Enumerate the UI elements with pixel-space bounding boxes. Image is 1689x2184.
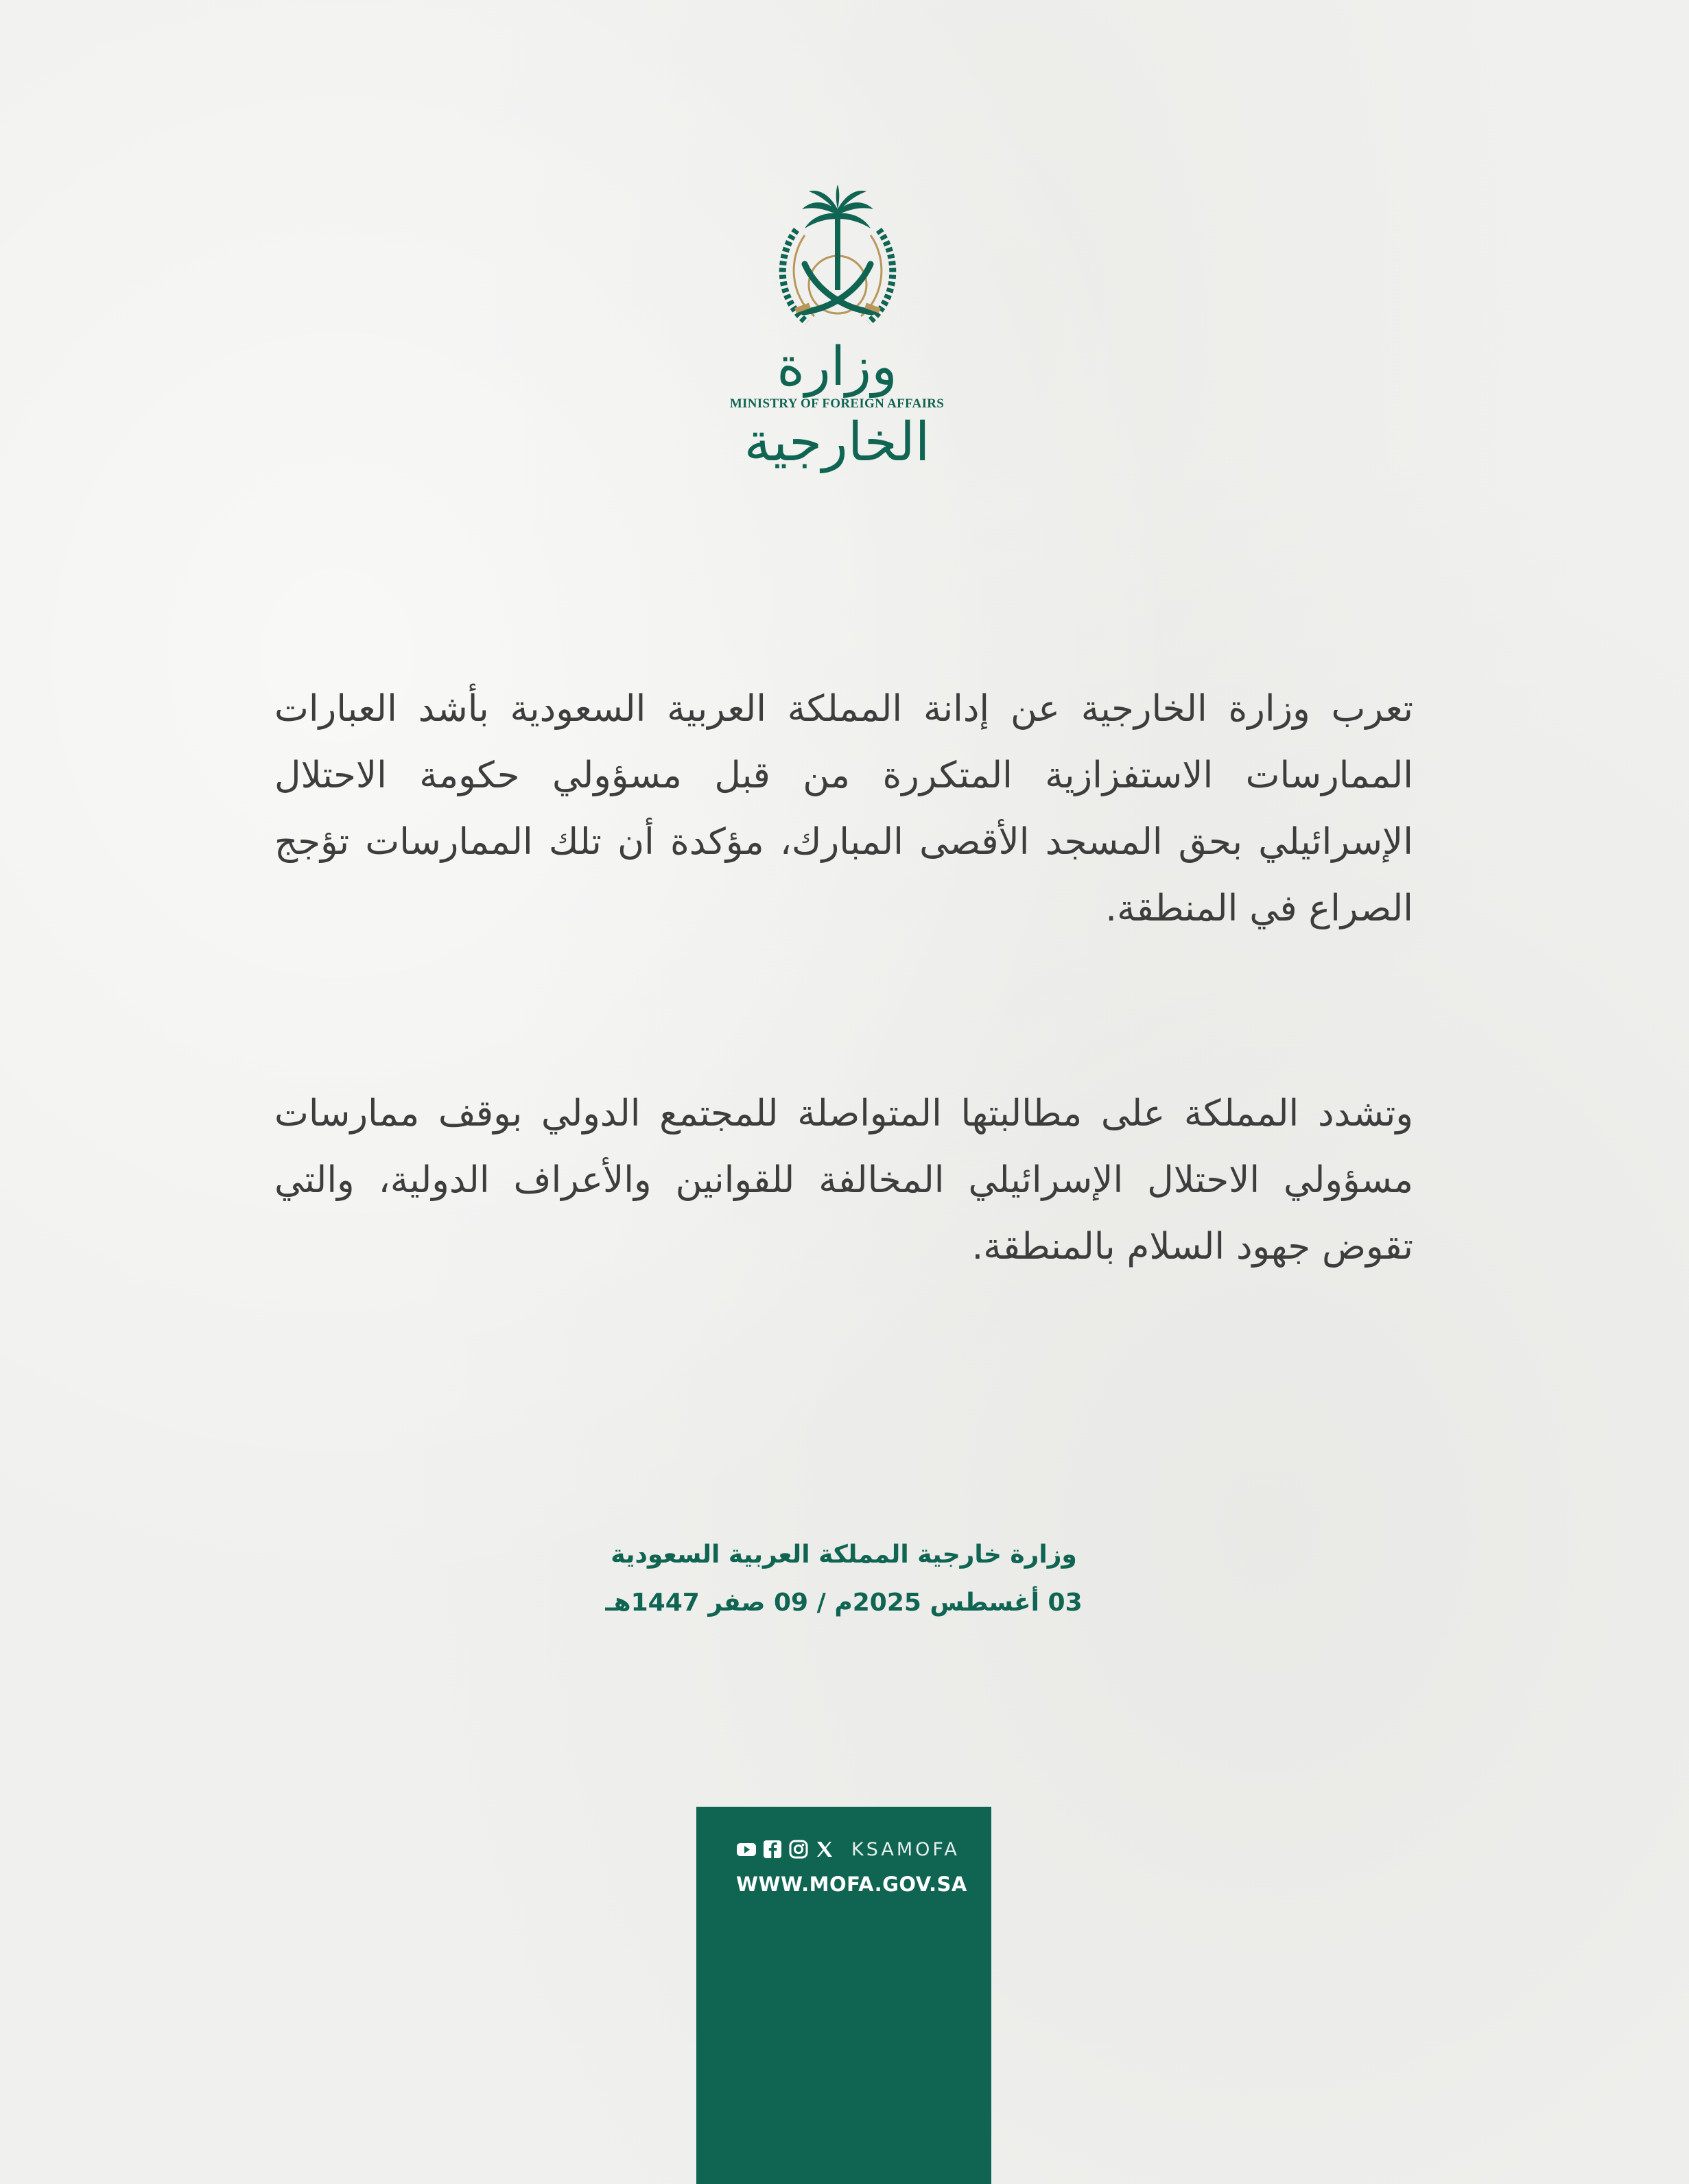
social-handle[interactable]: KSAMOFA xyxy=(851,1838,960,1860)
signature-date: 03 أغسطس 2025م / 09 صفر 1447هـ xyxy=(605,1589,1083,1617)
footer-panel xyxy=(696,1807,991,2184)
website-link[interactable]: WWW.MOFA.GOV.SA xyxy=(736,1873,967,1896)
saudi-emblem-icon xyxy=(769,182,906,340)
social-links xyxy=(736,1837,960,1862)
ministry-logo-arabic: وزارة الخارجية xyxy=(744,336,930,473)
ministry-logo-english: MINISTRY OF FOREIGN AFFAIRS xyxy=(729,396,945,411)
statement-paragraph-2: وتشدد المملكة على مطالبتها المتواصلة للمجتمع الدولي بوقف ممارسات مسؤولي الاحتلال الإسرائيلي المخالفة للقوانين والأعراف الدولية، والتي تقوض جهود السلام بالمنطقة. xyxy=(274,1093,1413,1268)
signature-organization: وزارة خارجية المملكة العربية السعودية xyxy=(611,1541,1077,1569)
instagram-icon[interactable] xyxy=(788,1839,809,1860)
x-icon[interactable] xyxy=(814,1839,835,1860)
facebook-icon[interactable] xyxy=(762,1839,783,1860)
youtube-icon[interactable] xyxy=(736,1839,757,1860)
statement-paragraph-1: تعرب وزارة الخارجية عن إدانة المملكة العربية السعودية بأشد العبارات الممارسات الاستفزازية المتكررة من قبل مسؤولي حكومة الاحتلال الإسرائيلي بحق المسجد الأقصى المبارك، مؤكدة أن تلك الممارسات تؤجج الصراع في المنطقة. xyxy=(274,688,1413,929)
